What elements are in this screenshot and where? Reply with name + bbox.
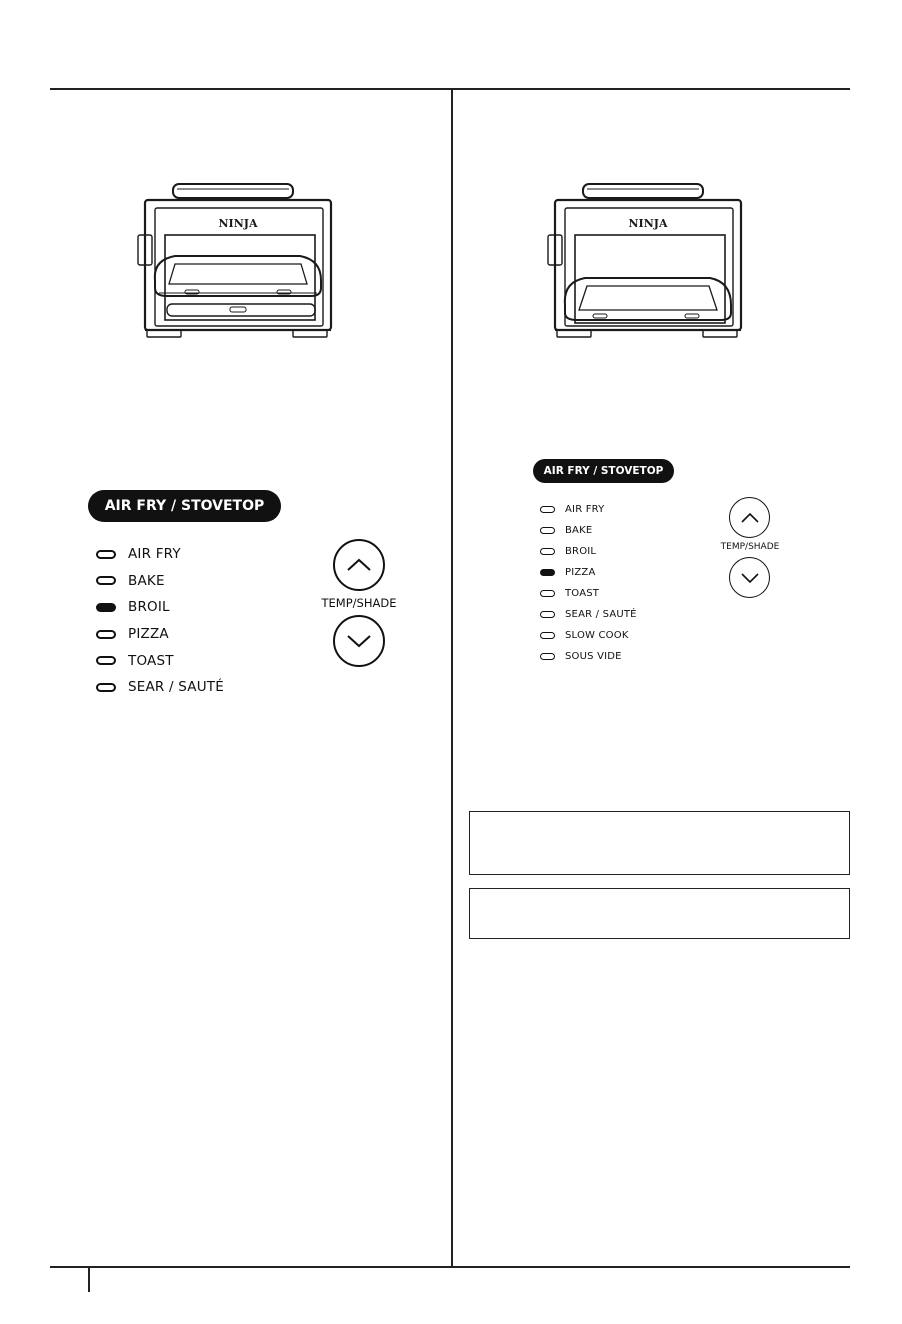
page-number-tick xyxy=(88,1266,90,1292)
right-function-pizza[interactable]: PIZZA xyxy=(540,562,637,583)
left-led-sear-saute xyxy=(96,683,116,692)
right-function-toast[interactable]: TOAST xyxy=(540,583,637,604)
chevron-up-icon xyxy=(740,512,760,524)
right-function-air-fry[interactable]: AIR FRY xyxy=(540,499,637,520)
left-led-broil xyxy=(96,603,116,612)
right-function-bake[interactable]: BAKE xyxy=(540,520,637,541)
chevron-up-icon xyxy=(346,557,372,573)
left-function-pizza[interactable]: PIZZA xyxy=(96,621,224,648)
chevron-down-icon xyxy=(346,633,372,649)
left-function-list xyxy=(96,541,224,701)
left-function-sear-saute[interactable]: SEAR / SAUTÉ xyxy=(96,674,224,701)
right-led-pizza xyxy=(540,569,555,576)
left-led-toast xyxy=(96,656,116,665)
column-divider xyxy=(451,88,453,1266)
right-led-sous-vide xyxy=(540,653,555,660)
svg-text:NINJA: NINJA xyxy=(628,217,668,230)
note-box-2 xyxy=(469,888,850,939)
right-led-toast xyxy=(540,590,555,597)
right-temp-shade-label: TEMP/SHADE xyxy=(720,542,780,552)
top-rule xyxy=(50,88,850,90)
left-function-toast[interactable]: TOAST xyxy=(96,647,224,674)
right-mode-button[interactable]: AIR FRY / STOVETOP xyxy=(533,459,674,483)
right-temp-down-button[interactable] xyxy=(729,557,770,598)
left-led-bake xyxy=(96,576,116,585)
right-led-slow-cook xyxy=(540,632,555,639)
left-function-bake[interactable]: BAKE xyxy=(96,568,224,595)
left-mode-button[interactable]: AIR FRY / STOVETOP xyxy=(88,490,281,522)
right-led-sear-saute xyxy=(540,611,555,618)
right-led-bake xyxy=(540,527,555,534)
right-function-list xyxy=(540,499,637,667)
oven-illustration-upper-rack xyxy=(135,180,335,355)
right-function-slow-cook[interactable]: SLOW COOK xyxy=(540,625,637,646)
right-led-air-fry xyxy=(540,506,555,513)
right-temp-up-button[interactable] xyxy=(729,497,770,538)
left-temp-shade-label: TEMP/SHADE xyxy=(321,596,397,610)
oven-illustration-lower-rack xyxy=(545,180,745,355)
left-temp-up-button[interactable] xyxy=(333,539,385,591)
left-temp-down-button[interactable] xyxy=(333,615,385,667)
chevron-down-icon xyxy=(740,572,760,584)
note-box-1 xyxy=(469,811,850,875)
svg-text:NINJA: NINJA xyxy=(218,217,258,230)
left-led-air-fry xyxy=(96,550,116,559)
right-function-broil[interactable]: BROIL xyxy=(540,541,637,562)
bottom-rule xyxy=(50,1266,850,1268)
right-led-broil xyxy=(540,548,555,555)
right-function-sear-saute[interactable]: SEAR / SAUTÉ xyxy=(540,604,637,625)
left-function-broil[interactable]: BROIL xyxy=(96,594,224,621)
left-led-pizza xyxy=(96,630,116,639)
right-function-sous-vide[interactable]: SOUS VIDE xyxy=(540,646,637,667)
left-function-air-fry[interactable]: AIR FRY xyxy=(96,541,224,568)
